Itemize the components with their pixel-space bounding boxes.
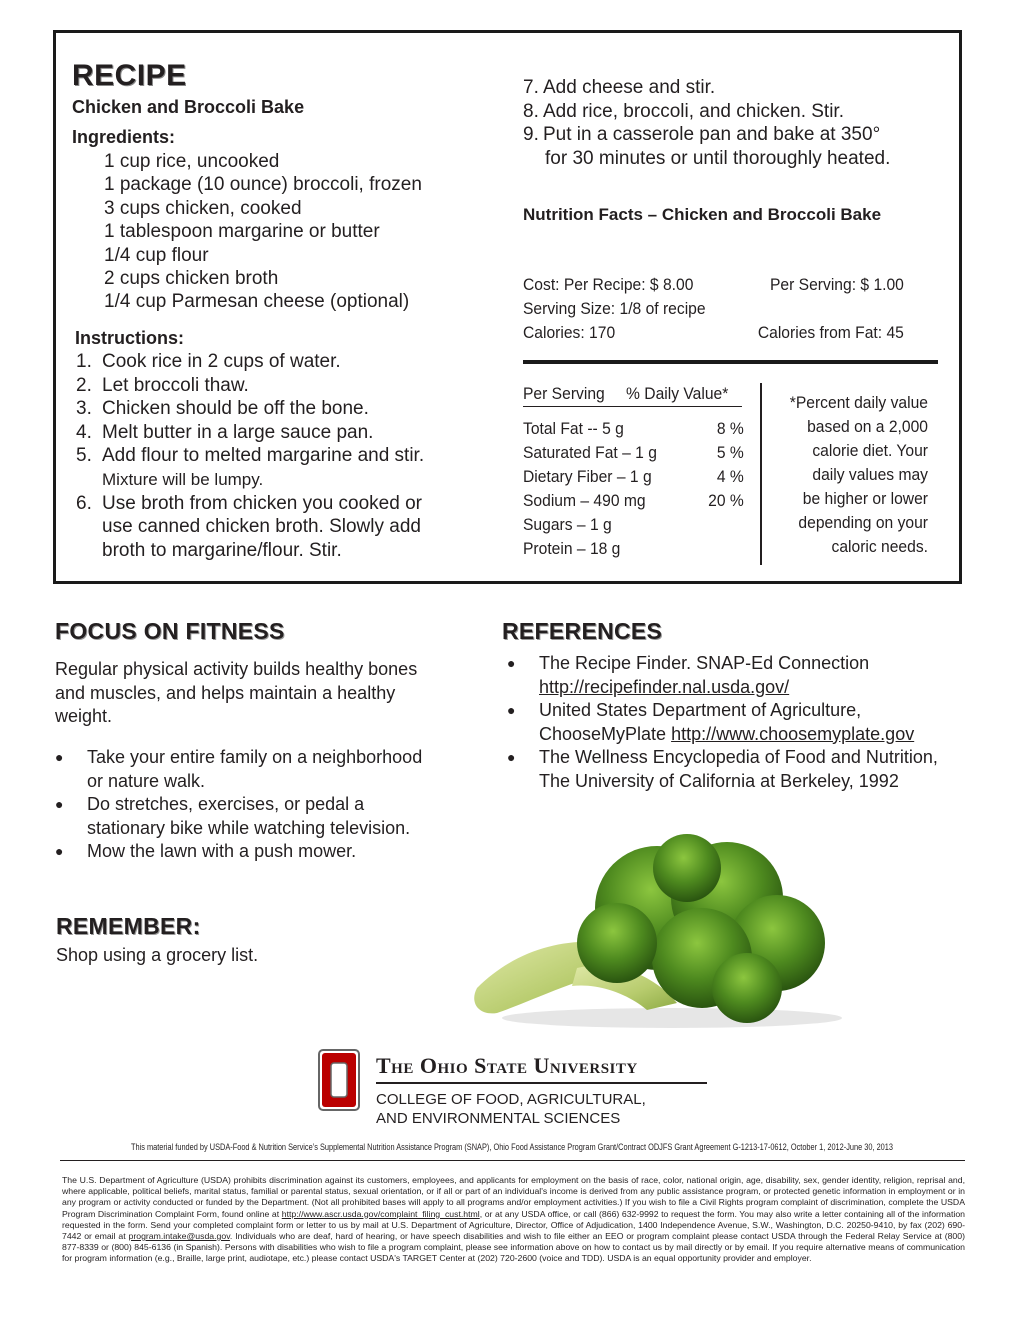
note-line: caloric needs. — [831, 537, 928, 556]
college-line: AND ENVIRONMENTAL SCIENCES — [376, 1110, 621, 1127]
university-name: The Ohio State University — [376, 1053, 638, 1078]
complaint-form-link[interactable]: http://www.ascr.usda.gov/complaint_filing_cust.html — [281, 1208, 480, 1219]
step-number: 2. — [76, 374, 92, 396]
reference-item — [507, 746, 938, 770]
ingredient-item: 1/4 cup Parmesan cheese (optional) — [104, 291, 410, 313]
ohio-state-block-o-logo — [318, 1049, 360, 1111]
instructions-heading: Instructions: — [75, 328, 185, 348]
fitness-tip-text: Do stretches, exercises, or pedal a — [87, 794, 365, 814]
daily-value-divider — [760, 383, 762, 565]
step-text: Add rice, broccoli, and chicken. Stir. — [543, 100, 844, 122]
reference-item — [507, 699, 938, 723]
step-number: 8. — [523, 100, 539, 122]
fitness-tip — [55, 793, 422, 817]
note-line: calorie diet. Your — [812, 441, 928, 460]
bullet-icon: ● — [507, 655, 516, 671]
bullet-icon: ● — [55, 749, 64, 765]
ingredient-item: 3 cups chicken, cooked — [104, 197, 302, 219]
reference-item-continued — [507, 723, 938, 747]
step-text: Melt butter in a large sauce pan. — [102, 421, 374, 443]
nutrient-row — [523, 489, 744, 513]
reference-item-continued — [507, 770, 938, 794]
ingredient-item: 1 package (10 ounce) broccoli, frozen — [104, 174, 422, 196]
note-line: daily values may — [812, 465, 928, 484]
fitness-tip-text: Take your entire family on a neighborhood — [87, 747, 423, 767]
reference-link[interactable]: http://recipefinder.nal.usda.gov/ — [539, 676, 790, 697]
nutrient-name: Dietary Fiber – 1 g — [523, 467, 652, 486]
bullet-icon: ● — [55, 843, 64, 859]
serving-size: Serving Size: 1/8 of recipe — [523, 299, 706, 318]
nutrient-name: Protein – 18 g — [523, 539, 621, 558]
step-number: 5. — [76, 445, 92, 467]
college-name — [376, 1090, 646, 1128]
step-text: Cook rice in 2 cups of water. — [102, 351, 341, 372]
instruction-list-continued — [523, 76, 890, 170]
step-text: Mixture will be lumpy. — [102, 469, 264, 489]
step-number: 3. — [76, 398, 92, 420]
step-number: 1. — [76, 351, 92, 372]
instruction-step-continued — [76, 468, 446, 492]
reference-text: ChooseMyPlate — [539, 723, 672, 744]
nutrient-row — [523, 465, 744, 489]
step-number: 7. — [523, 77, 539, 98]
ingredient-item: 1/4 cup flour — [104, 244, 209, 266]
daily-value-table — [523, 384, 744, 561]
calories: Calories: 170 — [523, 323, 616, 342]
step-text: for 30 minutes or until thoroughly heated. — [545, 147, 891, 169]
nutrient-percent — [707, 513, 744, 537]
footer-divider — [60, 1160, 965, 1161]
references-heading: REFERENCES — [502, 618, 663, 644]
instruction-step — [76, 397, 446, 421]
fitness-intro-line: weight. — [55, 706, 113, 726]
step-number: 6. — [76, 492, 92, 514]
step-text: Chicken should be off the bone. — [102, 398, 369, 420]
step-text: Add cheese and stir. — [543, 77, 716, 98]
fitness-tips-list — [55, 746, 422, 864]
instruction-step — [523, 100, 890, 124]
ingredient-list — [104, 150, 422, 314]
calories-from-fat: Calories from Fat: 45 — [757, 323, 904, 342]
note-line: depending on your — [798, 513, 928, 532]
instruction-step — [523, 123, 890, 147]
program-intake-email-link[interactable]: program.intake@usda.gov — [128, 1231, 230, 1242]
reference-item-continued — [507, 676, 938, 700]
nondiscrimination-statement — [62, 1175, 965, 1265]
fitness-tip — [55, 746, 422, 770]
bullet-icon: ● — [507, 749, 516, 765]
nutrient-row — [523, 513, 744, 537]
step-text: use canned chicken broth. Slowly add — [102, 516, 421, 538]
instruction-step — [523, 76, 890, 100]
nutrient-name: Total Fat -- 5 g — [523, 419, 624, 438]
nutrition-divider — [523, 360, 938, 364]
fitness-tip-text: or nature walk. — [87, 770, 206, 791]
fitness-tip-continued — [55, 817, 422, 841]
nutrient-row — [523, 537, 744, 561]
instruction-step — [76, 444, 446, 468]
legal-text: The U.S. Department of Agriculture (USDA) prohibits discrimination against its customers, employees, and applicants for employment on the basis of race, color, national origin, age, disability, sex, gender identity, religion, reprisal and, where applicable, political beliefs, marital status, familial or parental status, sexual orientation, or if all or part of an individual's income is derived from any public assistance program, or protected genetic information in employment or in any program or activity conducted or funded by the Department. (Not all prohibited bases will apply to all programs and/or employment activities.) If you wish to file a Civil Rights program complaint of discrimination, complete the USDA Program Discrimination Complaint Form, found online at — [62, 1175, 965, 1219]
note-line: based on a 2,000 — [807, 417, 928, 436]
instruction-step-continued — [76, 515, 446, 539]
reference-text: United States Department of Agriculture, — [539, 700, 862, 720]
step-number: 9. — [523, 124, 539, 145]
recipe-heading: RECIPE — [72, 59, 187, 92]
ingredient-item: 2 cups chicken broth — [104, 268, 279, 290]
broccoli-image — [457, 828, 866, 1031]
remember-text: Shop using a grocery list. — [56, 945, 259, 965]
nutrient-row — [523, 441, 744, 465]
instruction-step-continued — [523, 147, 890, 171]
reference-item — [507, 652, 938, 676]
step-number: 4. — [76, 421, 92, 443]
instruction-step-continued — [76, 539, 446, 563]
instruction-step — [76, 374, 446, 398]
fitness-tip-text: stationary bike while watching television. — [87, 817, 411, 838]
reference-link[interactable]: http://www.choosemyplate.gov — [671, 723, 915, 744]
logo-divider — [376, 1082, 707, 1084]
step-text: Let broccoli thaw. — [102, 374, 249, 396]
college-line: COLLEGE OF FOOD, AGRICULTURAL, — [376, 1091, 646, 1108]
step-text: Use broth from chicken you cooked or — [102, 492, 422, 514]
note-line: be higher or lower — [802, 489, 928, 508]
nutrient-row — [523, 417, 744, 441]
fitness-tip-text: Mow the lawn with a push mower. — [87, 841, 357, 861]
daily-value-note — [788, 391, 928, 559]
instruction-step — [76, 421, 446, 445]
nutrition-calories-row — [523, 323, 904, 343]
references-list — [507, 652, 938, 793]
step-text: Put in a casserole pan and bake at 350° — [543, 124, 881, 145]
nutrient-name: Sodium – 490 mg — [523, 491, 646, 510]
instruction-list — [76, 350, 446, 562]
nutrient-percent: 20 % — [708, 491, 744, 510]
remember-heading: REMEMBER: — [56, 913, 201, 939]
per-serving-header: Per Serving — [523, 384, 605, 403]
bullet-icon: ● — [55, 796, 64, 812]
instruction-step — [76, 492, 446, 516]
nutrition-facts-title: Nutrition Facts – Chicken and Broccoli Bake — [523, 205, 882, 224]
fitness-tip-continued — [55, 770, 422, 794]
legal-text: , or at any USDA office, or call (866) 632-9992 to request the form. You may also write a letter containing all of the information requested in the form. Send your completed complaint form or letter to us by mail at U.S. Department of Agriculture, Director, Office of Adjudication, 1400 Independence Avenue, S.W., Washington, D.C. 20250-9410, by fax (202) 690-7442 or email at — [62, 1208, 965, 1242]
reference-text: The University of California at Berkeley, 1992 — [539, 770, 899, 791]
instruction-step — [76, 350, 446, 374]
nutrient-percent: 4 % — [716, 467, 744, 486]
nutrient-percent — [707, 537, 744, 561]
nutrient-percent: 8 % — [716, 419, 744, 438]
step-text: broth to margarine/flour. Stir. — [102, 539, 342, 561]
fitness-intro-line: and muscles, and helps maintain a healthy — [55, 682, 396, 703]
cost-per-recipe: Cost: Per Recipe: $ 8.00 — [523, 275, 694, 294]
nutrient-percent: 5 % — [716, 443, 744, 462]
nutrient-name: Sugars – 1 g — [523, 515, 612, 534]
recipe-name: Chicken and Broccoli Bake — [72, 97, 305, 117]
reference-text: The Wellness Encyclopedia of Food and Nutrition, — [539, 747, 938, 767]
recipe-box — [53, 30, 962, 584]
bullet-icon: ● — [507, 702, 516, 718]
ingredient-item: 1 cup rice, uncooked — [104, 151, 280, 172]
funding-statement: This material funded by USDA-Food & Nutrition Service’s Supplemental Nutrition Assistance Program (SNAP), Ohio Food Assistance Program Grant/Contract ODJFS Grant Agreement G-1213-17-0612, October 1, 2012-June 30, 2013 — [130, 1142, 894, 1152]
ingredients-heading: Ingredients: — [72, 127, 176, 147]
ingredient-item: 1 tablespoon margarine or butter — [104, 221, 380, 243]
daily-value-header-label: % Daily Value* — [626, 384, 729, 403]
fitness-heading: FOCUS ON FITNESS — [55, 618, 285, 644]
daily-value-header — [523, 384, 742, 407]
nutrition-cost-row — [523, 275, 904, 295]
fitness-intro-line: Regular physical activity builds healthy bones — [55, 659, 418, 679]
nutrition-serving-row — [523, 299, 904, 319]
legal-text: . Individuals who are deaf, hard of hearing, or have speech disabilities and wish to file either an EEO or program complaint please contact USDA through the Federal Relay Service at (800) 877-8339 or (800) 845-6136 (in Spanish). Persons with disabilities who wish to file a program complaint, please see information above on how to contact us by mail directly or by email. If you require alternative means of communication for program information (e.g., Braille, large print, audiotape, etc.) please contact USDA's TARGET Center at (202) 720-2600 (voice and TDD). USDA is an equal opportunity provider and employer. — [62, 1231, 965, 1264]
fitness-intro — [55, 658, 417, 729]
step-text: Add flour to melted margarine and stir. — [102, 445, 425, 467]
nutrient-name: Saturated Fat – 1 g — [523, 443, 657, 462]
cost-per-serving: Per Serving: $ 1.00 — [769, 275, 904, 294]
reference-text: The Recipe Finder. SNAP-Ed Connection — [539, 653, 870, 673]
fitness-tip — [55, 840, 422, 864]
note-line: *Percent daily value — [789, 393, 928, 412]
